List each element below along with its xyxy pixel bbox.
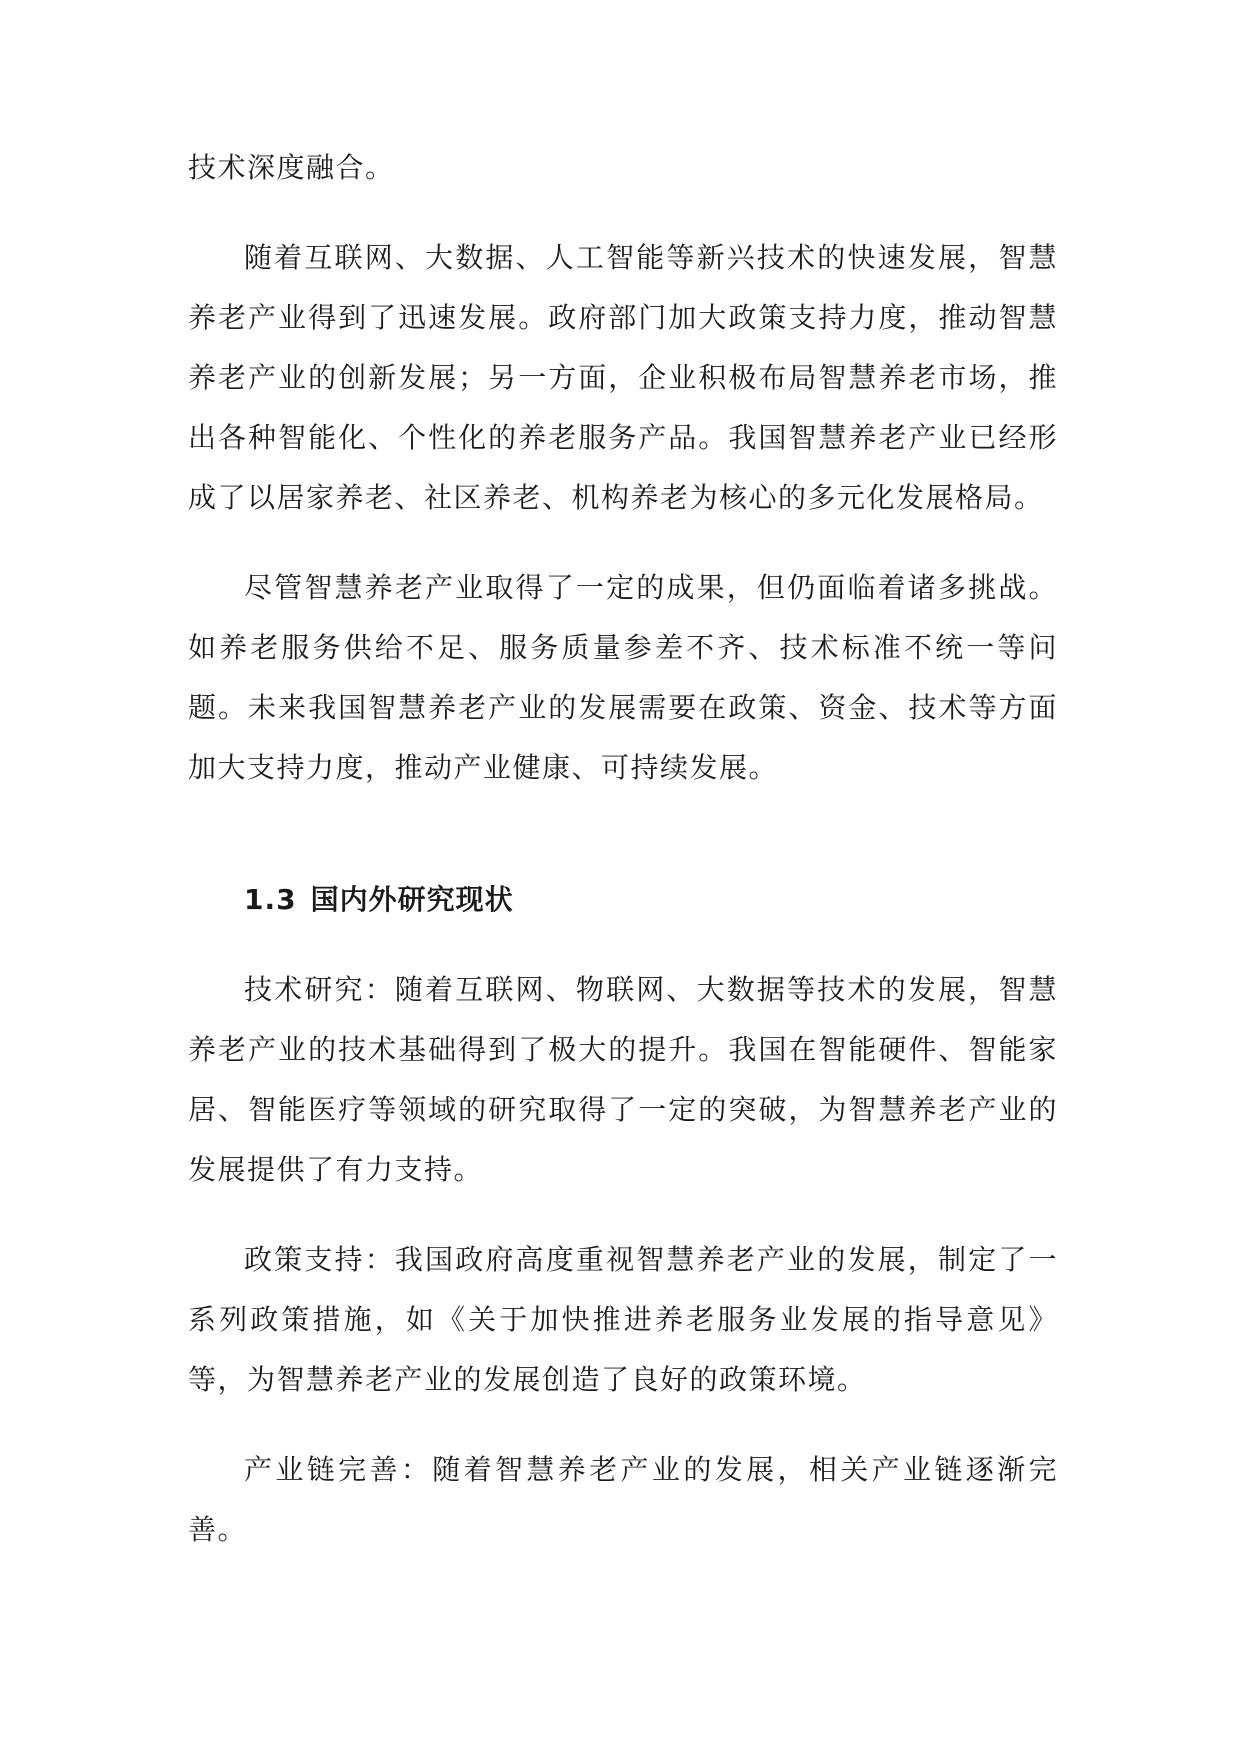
paragraph-industry-chain: 产业链完善：随着智慧养老产业的发展，相关产业链逐渐完善。	[188, 1453, 1058, 1546]
section-heading	[188, 880, 1058, 920]
section-title: 国内外研究现状	[310, 883, 514, 916]
paragraph-challenges: 尽管智慧养老产业取得了一定的成果，但仍面临着诸多挑战。如养老服务供给不足、服务质量参差不齐、技术标准不统一等问题。未来我国智慧养老产业的发展需要在政策、资金、技术等方面加大支持力度，推动产业健康、可持续发展。	[188, 571, 1058, 784]
paragraph-policy-support: 政策支持：我国政府高度重视智慧养老产业的发展，制定了一系列政策措施，如《关于加快推进养老服务业发展的指导意见》等，为智慧养老产业的发展创造了良好的政策环境。	[188, 1243, 1058, 1396]
paragraph-development: 随着互联网、大数据、人工智能等新兴技术的快速发展，智慧养老产业得到了迅速发展。政府部门加大政策支持力度，推动智慧养老产业的创新发展；另一方面，企业积极布局智慧养老市场，推出各种智能化、个性化的养老服务产品。我国智慧养老产业已经形成了以居家养老、社区养老、机构养老为核心的多元化发展格局。	[188, 241, 1058, 514]
paragraph-tech-research: 技术研究：随着互联网、物联网、大数据等技术的发展，智慧养老产业的技术基础得到了极大的提升。我国在智能硬件、智能家居、智能医疗等领域的研究取得了一定的突破，为智慧养老产业的发展提供了有力支持。	[188, 973, 1058, 1186]
section-number: 1.3	[244, 883, 297, 916]
document-page	[188, 138, 1058, 1560]
paragraph-continuation: 技术深度融合。	[188, 151, 395, 184]
